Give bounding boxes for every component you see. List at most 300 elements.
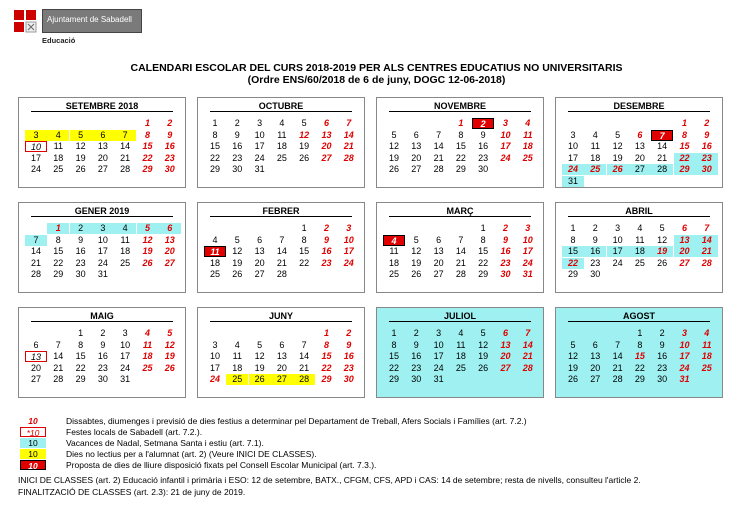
day-cell: 27 xyxy=(679,257,690,268)
day-cell: 15 xyxy=(455,141,466,152)
day-cell: 20 xyxy=(411,152,422,163)
day-cell: 2 xyxy=(472,118,494,129)
day-cell: 19 xyxy=(478,351,489,362)
day-cell: 13 xyxy=(97,141,108,152)
day-cell: 21 xyxy=(30,257,41,268)
day-cell: 24 xyxy=(433,362,444,373)
day-cell: 4 xyxy=(47,130,69,141)
day-cell: 1 xyxy=(391,328,397,338)
day-cell: 9 xyxy=(100,339,106,350)
day-cell: 23 xyxy=(657,362,668,373)
day-cell: 21 xyxy=(299,362,310,373)
day-cell: 20 xyxy=(276,362,287,373)
day-cell: 30 xyxy=(411,374,422,385)
day-cell: 20 xyxy=(30,362,41,373)
day-cell: 11 xyxy=(635,234,645,245)
day-cell: 16 xyxy=(164,141,175,152)
day-cell: 31 xyxy=(679,374,690,385)
day-cell: 14 xyxy=(433,141,444,152)
day-cell: 21 xyxy=(120,152,131,163)
day-cell: 23 xyxy=(75,257,86,268)
day-cell: 29 xyxy=(53,269,64,280)
day-cell: 31 xyxy=(254,164,265,175)
day-cell: 8 xyxy=(391,339,397,350)
day-cell: 30 xyxy=(75,269,86,280)
day-cell: 26 xyxy=(411,269,422,280)
month-2 xyxy=(376,97,544,188)
day-cell: 18 xyxy=(120,246,131,257)
day-cell: 11 xyxy=(389,246,399,257)
day-cell: 1 xyxy=(480,223,486,233)
day-cell: 19 xyxy=(651,246,673,257)
month-10 xyxy=(376,307,544,398)
day-cell: 10 xyxy=(209,351,220,362)
day-cell: 23 xyxy=(343,362,354,373)
day-cell: 29 xyxy=(674,164,696,175)
day-cell: 29 xyxy=(478,269,489,280)
day-cell: 9 xyxy=(704,129,710,140)
day-cell: 24 xyxy=(120,362,131,373)
page-title: CALENDARI ESCOLAR DEL CURS 2018-2019 PER ALS CENTRES EDUCATIUS NO UNIVERSITARIS xyxy=(130,62,623,74)
day-cell: 29 xyxy=(567,269,578,280)
day-cell: 3 xyxy=(346,223,352,233)
day-cell: 18 xyxy=(455,351,466,362)
day-cell: 21 xyxy=(53,362,64,373)
day-cell: 26 xyxy=(249,374,271,385)
day-cell: 10 xyxy=(97,234,108,245)
day-cell: 30 xyxy=(590,269,601,280)
month-name: MAIG xyxy=(90,311,114,321)
day-cell: 20 xyxy=(254,257,265,268)
day-cell: 26 xyxy=(607,164,629,175)
day-cell: 22 xyxy=(209,152,220,163)
day-cell: 17 xyxy=(120,351,131,362)
day-cell: 16 xyxy=(411,351,422,362)
legend-row xyxy=(20,427,720,438)
day-cell: 14 xyxy=(657,141,668,152)
day-cell: 8 xyxy=(55,234,61,245)
day-cell: 25 xyxy=(701,362,712,373)
day-cell: 21 xyxy=(657,152,668,163)
day-cell: 27 xyxy=(590,374,601,385)
legend-swatch: 10 xyxy=(20,460,46,470)
day-cell: 14 xyxy=(522,339,533,350)
month-1 xyxy=(197,97,365,188)
day-cell: 13 xyxy=(634,141,645,152)
day-cell: 5 xyxy=(391,129,397,140)
month-divider xyxy=(210,321,352,322)
day-cell: 7 xyxy=(615,339,621,350)
day-cell: 12 xyxy=(142,234,153,245)
footer-start-classes: INICI DE CLASSES (art. 2) Educació infantil i primària i ESO: 12 de setembre, BATX., CFGM, CFS, APD i CAS: 14 de setembre; resta de nivells, consulteu l'article 2. xyxy=(18,475,641,485)
day-cell: 4 xyxy=(592,129,598,140)
day-cell: 1 xyxy=(301,223,307,233)
day-cell: 17 xyxy=(679,351,690,362)
day-cell: 29 xyxy=(209,164,220,175)
day-cell: 14 xyxy=(343,129,354,140)
day-cell: 12 xyxy=(232,246,243,257)
legend-row xyxy=(20,438,720,449)
day-cell: 11 xyxy=(232,351,242,362)
month-0 xyxy=(18,97,186,188)
day-cell: 2 xyxy=(323,223,329,233)
day-cell: 11 xyxy=(702,339,712,350)
day-cell: 12 xyxy=(75,141,86,152)
month-divider xyxy=(389,321,531,322)
day-cell: 25 xyxy=(209,269,220,280)
day-cell: 9 xyxy=(346,339,352,350)
day-cell: 5 xyxy=(413,234,419,245)
day-cell: 20 xyxy=(433,257,444,268)
day-cell: 21 xyxy=(433,152,444,163)
day-cell: 1 xyxy=(47,223,69,234)
day-cell: 17 xyxy=(433,351,444,362)
day-cell: 29 xyxy=(321,374,332,385)
day-cell: 9 xyxy=(592,234,598,245)
day-cell: 16 xyxy=(97,351,108,362)
day-cell: 2 xyxy=(659,328,665,338)
day-cell: 28 xyxy=(120,164,131,175)
day-cell: 14 xyxy=(53,351,64,362)
day-cell: 28 xyxy=(651,164,673,175)
day-cell: 3 xyxy=(436,328,442,338)
day-cell: 31 xyxy=(562,176,584,187)
month-name: JULIOL xyxy=(443,311,476,321)
day-cell: 25 xyxy=(455,362,466,373)
day-cell: 14 xyxy=(612,351,623,362)
day-cell: 22 xyxy=(142,152,153,163)
day-cell: 29 xyxy=(388,374,399,385)
day-cell: 27 xyxy=(321,152,332,163)
day-cell: 1 xyxy=(458,118,464,128)
day-cell: 24 xyxy=(679,362,690,373)
day-cell: 7 xyxy=(279,234,285,245)
day-cell: 12 xyxy=(299,129,310,140)
day-cell: 30 xyxy=(500,269,511,280)
day-cell: 5 xyxy=(570,339,576,350)
day-cell: 9 xyxy=(413,339,419,350)
day-cell: 9 xyxy=(659,339,665,350)
month-name: FEBRER xyxy=(262,206,300,216)
day-cell: 9 xyxy=(323,234,329,245)
day-cell: 11 xyxy=(523,129,533,140)
day-cell: 12 xyxy=(567,351,578,362)
legend-row xyxy=(20,460,720,471)
day-cell: 6 xyxy=(681,223,687,233)
day-cell: 20 xyxy=(590,362,601,373)
day-cell: 8 xyxy=(212,129,218,140)
day-cell: 13 xyxy=(321,129,332,140)
day-cell: 18 xyxy=(590,152,601,163)
month-11 xyxy=(555,307,723,398)
day-cell: 10 xyxy=(120,339,131,350)
day-cell: 30 xyxy=(232,164,243,175)
month-divider xyxy=(31,111,173,112)
day-cell: 23 xyxy=(696,153,718,164)
day-cell: 10 xyxy=(567,141,578,152)
day-cell: 10 xyxy=(612,234,623,245)
day-cell: 6 xyxy=(159,223,181,234)
day-cell: 17 xyxy=(254,141,265,152)
day-cell: 24 xyxy=(209,374,220,385)
day-cell: 28 xyxy=(701,257,712,268)
day-cell: 16 xyxy=(478,141,489,152)
day-cell: 18 xyxy=(701,351,712,362)
month-divider xyxy=(568,111,710,112)
day-cell: 15 xyxy=(209,141,220,152)
day-cell: 7 xyxy=(301,339,307,350)
month-name: SETEMBRE 2018 xyxy=(65,101,139,111)
day-cell: 2 xyxy=(167,118,173,128)
day-cell: 18 xyxy=(232,362,243,373)
day-cell: 10 xyxy=(679,339,690,350)
day-cell: 2 xyxy=(70,223,92,234)
day-cell: 16 xyxy=(584,246,606,257)
day-cell: 19 xyxy=(254,362,265,373)
day-cell: 15 xyxy=(562,246,584,257)
day-cell: 16 xyxy=(657,351,668,362)
day-cell: 31 xyxy=(522,269,533,280)
footer-end-classes: FINALITZACIÓ DE CLASSES (art. 2.3): 21 de juny de 2019. xyxy=(18,487,246,497)
month-divider xyxy=(389,111,531,112)
day-cell: 8 xyxy=(301,234,307,245)
day-cell: 28 xyxy=(455,269,466,280)
day-cell: 26 xyxy=(75,164,86,175)
day-cell: 25 xyxy=(522,152,533,163)
day-cell: 7 xyxy=(114,130,136,141)
day-cell: 27 xyxy=(30,374,41,385)
crest-icon xyxy=(12,8,38,34)
day-cell: 19 xyxy=(232,257,243,268)
day-cell: 7 xyxy=(458,234,464,245)
day-cell: 5 xyxy=(615,129,621,140)
day-cell: 3 xyxy=(570,129,576,140)
month-name: AGOST xyxy=(622,311,655,321)
day-cell: 12 xyxy=(164,339,175,350)
day-cell: 17 xyxy=(607,246,629,257)
day-cell: 17 xyxy=(522,246,533,257)
day-cell: 25 xyxy=(120,257,131,268)
page-subtitle: (Ordre ENS/60/2018 de 6 de juny, DOGC 12-06-2018) xyxy=(247,74,506,86)
day-cell: 9 xyxy=(480,129,486,140)
day-cell: 7 xyxy=(436,129,442,140)
day-cell: 13 xyxy=(590,351,601,362)
day-cell: 23 xyxy=(232,152,243,163)
month-8 xyxy=(18,307,186,398)
day-cell: 26 xyxy=(142,257,153,268)
day-cell: 16 xyxy=(321,246,332,257)
day-cell: 3 xyxy=(615,223,621,233)
day-cell: 19 xyxy=(388,152,399,163)
month-3 xyxy=(555,97,723,188)
day-cell: 6 xyxy=(436,234,442,245)
day-cell: 27 xyxy=(254,269,265,280)
day-cell: 25 xyxy=(226,374,248,385)
day-cell: 18 xyxy=(53,152,64,163)
day-cell: 25 xyxy=(276,152,287,163)
day-cell: 5 xyxy=(137,223,159,234)
day-cell: 26 xyxy=(299,152,310,163)
day-cell: 28 xyxy=(276,269,287,280)
month-name: ABRIL xyxy=(625,206,653,216)
day-cell: 31 xyxy=(433,374,444,385)
day-cell: 30 xyxy=(343,374,354,385)
day-cell: 14 xyxy=(455,246,466,257)
day-cell: 5 xyxy=(659,223,665,233)
day-cell: 10 xyxy=(522,234,533,245)
day-cell: 4 xyxy=(114,223,136,234)
day-cell: 20 xyxy=(634,152,645,163)
day-cell: 16 xyxy=(500,246,511,257)
day-cell: 15 xyxy=(679,141,690,152)
day-cell: 16 xyxy=(701,141,712,152)
day-cell: 23 xyxy=(590,257,601,268)
day-cell: 4 xyxy=(637,223,643,233)
day-cell: 24 xyxy=(343,257,354,268)
legend-row xyxy=(20,416,720,427)
day-cell: 11 xyxy=(53,141,63,152)
day-cell: 28 xyxy=(30,269,41,280)
day-cell: 28 xyxy=(293,374,315,385)
day-cell: 13 xyxy=(433,246,444,257)
day-cell: 29 xyxy=(142,164,153,175)
day-cell: 23 xyxy=(97,362,108,373)
day-cell: 19 xyxy=(142,246,153,257)
day-cell: 19 xyxy=(75,152,86,163)
day-cell: 15 xyxy=(299,246,310,257)
day-cell: 14 xyxy=(696,235,718,246)
legend-row xyxy=(20,449,720,460)
legend-text: Proposta de dies de lliure disposició fixats pel Consell Escolar Municipal (art. 7.3.). xyxy=(66,460,377,470)
day-cell: 26 xyxy=(232,269,243,280)
legend-text: Festes locals de Sabadell (art. 7.2.). xyxy=(66,427,203,437)
day-cell: 7 xyxy=(704,223,710,233)
day-cell: 8 xyxy=(323,339,329,350)
day-cell: 5 xyxy=(167,328,173,338)
day-cell: 7 xyxy=(25,235,47,246)
day-cell: 22 xyxy=(321,362,332,373)
day-cell: 26 xyxy=(388,164,399,175)
day-cell: 27 xyxy=(164,257,175,268)
day-cell: 1 xyxy=(144,118,150,128)
day-cell: 11 xyxy=(204,246,226,257)
day-cell: 9 xyxy=(502,234,508,245)
day-cell: 15 xyxy=(75,351,86,362)
day-cell: 12 xyxy=(254,351,265,362)
day-cell: 24 xyxy=(30,164,41,175)
day-cell: 28 xyxy=(522,362,533,373)
day-cell: 20 xyxy=(674,246,696,257)
day-cell: 17 xyxy=(567,152,578,163)
day-cell: 7 xyxy=(346,118,352,128)
day-cell: 20 xyxy=(164,246,175,257)
day-cell: 18 xyxy=(209,257,220,268)
month-divider xyxy=(568,216,710,217)
day-cell: 15 xyxy=(53,246,64,257)
day-cell: 17 xyxy=(209,362,220,373)
day-cell: 14 xyxy=(299,351,310,362)
day-cell: 15 xyxy=(478,246,489,257)
day-cell: 23 xyxy=(478,152,489,163)
day-cell: 10 xyxy=(254,129,265,140)
day-cell: 22 xyxy=(53,257,64,268)
day-cell: 30 xyxy=(164,164,175,175)
day-cell: 18 xyxy=(142,351,153,362)
day-cell: 22 xyxy=(478,257,489,268)
day-cell: 19 xyxy=(299,141,310,152)
day-cell: 30 xyxy=(97,374,108,385)
day-cell: 19 xyxy=(164,351,175,362)
day-cell: 23 xyxy=(500,257,511,268)
dept-name: Educació xyxy=(42,36,76,45)
day-cell: 2 xyxy=(592,223,598,233)
org-name: Ajuntament de Sabadell xyxy=(47,15,132,24)
day-cell: 19 xyxy=(411,257,422,268)
legend-text: Dissabtes, diumenges i previsió de dies festius a determinar pel Departament de Treball, Afers Socials i Famílies (art. 7.2.) xyxy=(66,416,527,426)
day-cell: 22 xyxy=(388,362,399,373)
day-cell: 29 xyxy=(455,164,466,175)
day-cell: 8 xyxy=(78,339,84,350)
day-cell: 3 xyxy=(502,118,508,128)
day-cell: 15 xyxy=(388,351,399,362)
day-cell: 8 xyxy=(637,339,643,350)
day-cell: 10 xyxy=(25,141,47,152)
month-divider xyxy=(31,321,173,322)
month-name: DESEMBRE xyxy=(613,101,665,111)
day-cell: 30 xyxy=(657,374,668,385)
day-cell: 11 xyxy=(590,141,600,152)
day-cell: 13 xyxy=(411,141,422,152)
legend-text: Dies no lectius per a l'alumnat (art. 2) (Veure INICI DE CLASSES). xyxy=(66,449,317,459)
day-cell: 8 xyxy=(144,129,150,140)
day-cell: 4 xyxy=(458,328,464,338)
day-cell: 29 xyxy=(634,374,645,385)
day-cell: 25 xyxy=(53,164,64,175)
day-cell: 18 xyxy=(276,141,287,152)
day-cell: 28 xyxy=(433,164,444,175)
day-cell: 21 xyxy=(522,351,533,362)
day-cell: 9 xyxy=(167,129,173,140)
day-cell: 12 xyxy=(388,141,399,152)
day-cell: 8 xyxy=(458,129,464,140)
day-cell: 6 xyxy=(637,129,643,140)
day-cell: 25 xyxy=(634,257,645,268)
month-name: GENER 2019 xyxy=(74,206,130,216)
day-cell: 17 xyxy=(97,246,108,257)
day-cell: 4 xyxy=(525,118,531,128)
day-cell: 6 xyxy=(413,129,419,140)
day-cell: 14 xyxy=(120,141,131,152)
day-cell: 18 xyxy=(629,246,651,257)
legend-swatch: *10 xyxy=(20,427,46,437)
day-cell: 1 xyxy=(570,223,576,233)
legend-swatch: 10 xyxy=(20,438,46,448)
month-name: MARÇ xyxy=(446,206,474,216)
day-cell: 2 xyxy=(346,328,352,338)
day-cell: 18 xyxy=(388,257,399,268)
day-cell: 19 xyxy=(612,152,623,163)
day-cell: 28 xyxy=(612,374,623,385)
day-cell: 23 xyxy=(321,257,332,268)
day-cell: 22 xyxy=(455,152,466,163)
day-cell: 15 xyxy=(142,141,153,152)
org-name-box xyxy=(42,9,142,33)
day-cell: 22 xyxy=(634,362,645,373)
day-cell: 27 xyxy=(433,269,444,280)
day-cell: 28 xyxy=(343,152,354,163)
day-cell: 11 xyxy=(277,129,287,140)
day-cell: 22 xyxy=(562,258,584,269)
